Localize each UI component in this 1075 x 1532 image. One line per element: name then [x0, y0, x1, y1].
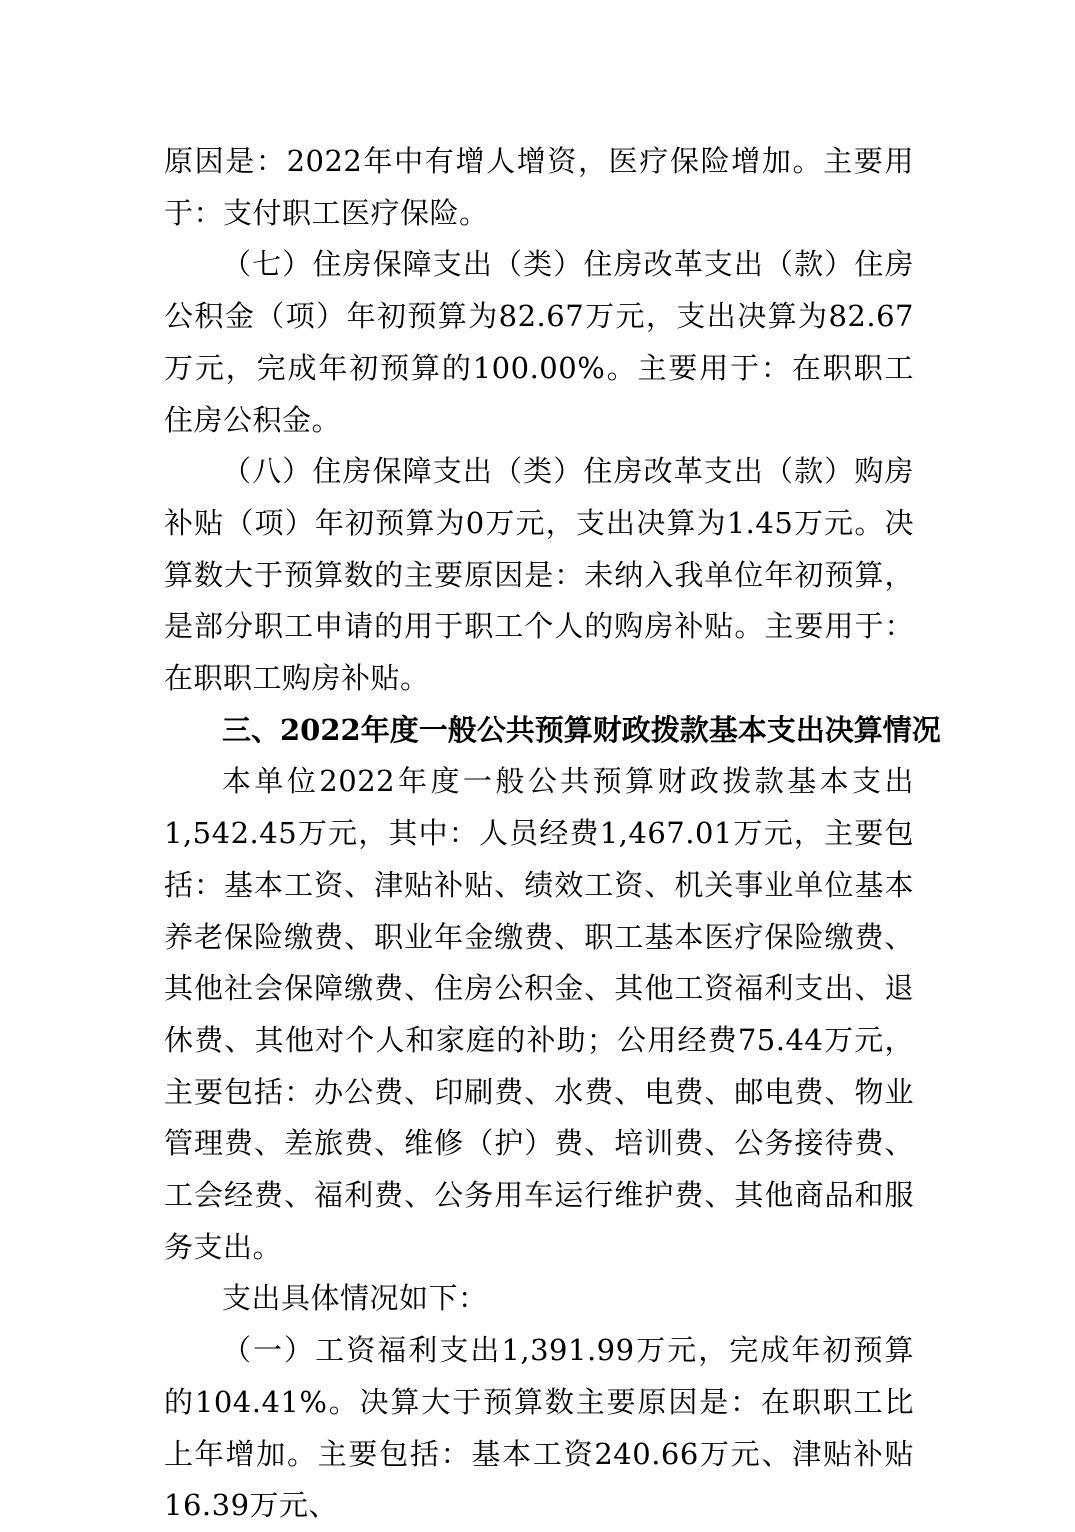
- document-page: [164, 136, 941, 1532]
- paragraph-basic-expenditure-intro: 本单位2022年度一般公共预算财政拨款基本支出: [222, 764, 914, 799]
- paragraph-housing-subsidy: （八）住房保障支出（类）住房改革支出（款）购房补贴（项）年初预算为0万元，支出决算为1.45万元。决算数大于预算数的主要原因是：未纳入我单位年初预算，是部分职工申请的用于职工个人的购房补贴。主要用于：在职职工购房补贴。: [164, 454, 914, 696]
- section-heading-basic-expenditure: 三、2022年度一般公共预算财政拨款基本支出决算情况: [222, 712, 941, 747]
- paragraph-wage-welfare-expenditure: （一）工资福利支出1,391.99万元，完成年初预算的104.41%。决算大于预算数主要原因是：在职职工比上年增加。主要包括：基本工资240.66万元、津贴补贴16.39万元、: [164, 1333, 914, 1523]
- paragraph-expenditure-details-intro: 支出具体情况如下：: [222, 1281, 488, 1316]
- paragraph-housing-provident-fund: （七）住房保障支出（类）住房改革支出（款）住房公积金（项）年初预算为82.67万元，支出决算为82.67万元，完成年初预算的100.00%。主要用于：在职职工住房公积金。: [164, 247, 914, 437]
- paragraph-medical-insurance-reason: 原因是：2022年中有增人增资，医疗保险增加。主要用于：支付职工医疗保险。: [164, 144, 914, 230]
- paragraph-basic-expenditure-detail: 1,542.45万元，其中：人员经费1,467.01万元，主要包括：基本工资、津贴补贴、绩效工资、机关事业单位基本养老保险缴费、职业年金缴费、职工基本医疗保险缴费、其他社会保障缴费、住房公积金、其他工资福利支出、退休费、其他对个人和家庭的补助；公用经费75.44万元，主要包括：办公费、印刷费、水费、电费、邮电费、物业管理费、差旅费、维修（护）费、培训费、公务接待费、工会经费、福利费、公务用车运行维护费、其他商品和服务支出。: [164, 816, 914, 1264]
